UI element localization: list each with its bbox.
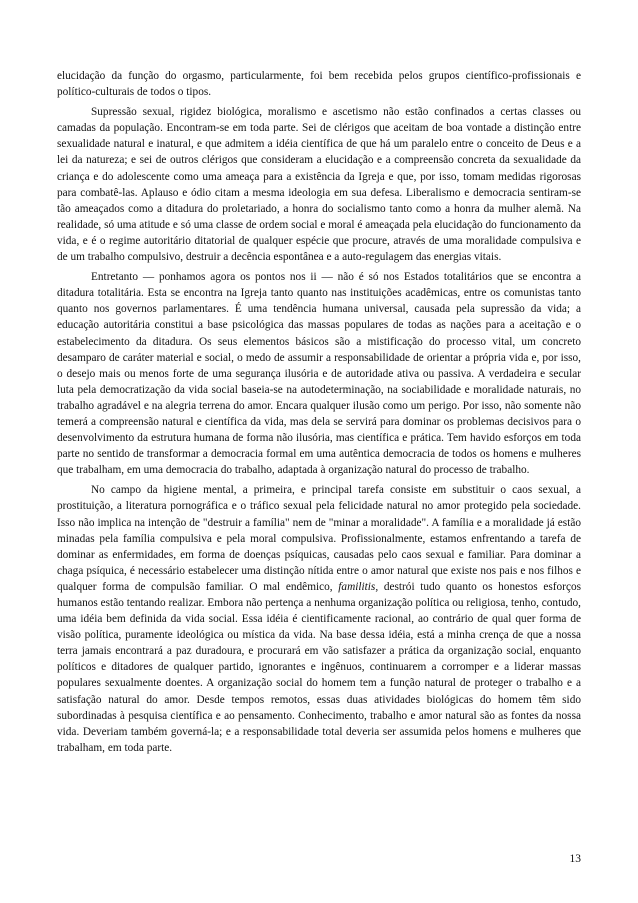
page-number: 13 [569,853,581,865]
paragraph-4 [57,482,581,756]
paragraph-1 [57,68,581,100]
text-run: destrói tudo quanto os honestos esforços humanos estão tentando realizar. Embora não pertença a nenhuma organização política ou religiosa, tenho, contudo, uma idéia bem definida da vida social. Essa idéia é cientificamente racional, ao contrário de qual quer forma de visão política, puramente ideológica ou mística da vida. Na base dessa idéia, está a minha crença de que a nossa terra jamais encontrará a paz duradoura, e procurará em vão satisfazer a prática da organização social, enquanto políticos e ditadores de qualquer partido, ignorantes e ingênuos, continuarem a corromper e a liderar massas populares sexualmente doentes. A organização social do homem tem a função natural de proteger o trabalho e a satisfação natural do amor. Desde tempos remotos, essas duas atividades biológicas do homem têm sido subordinadas à pesquisa científica e ao pensamento. Conhecimento, trabalho e amor natural são as fontes da nossa vida. Deveriam também governá-la; e a responsabilidade total deveria ser assumida pelos homens e mulheres que trabalham, em toda parte. [57,580,581,754]
text-run: No campo da higiene mental, a primeira, e principal tarefa consiste em substituir o caos sexual, a prostituição, a literatura pornográfica e o tráfico sexual pela felicidade natural no amor protegido pela sociedade. Isso não implica na intenção de "destruir a família" nem de "minar a moralidade". A família e a moralidade já estão minadas pela família compulsiva e pela moral compulsiva. Profissionalmente, estamos enfrentando a tarefa de dominar as enfermidades, em forma de doenças psíquicas, causadas pelo caos sexual e familiar. Para dominar a chaga psíquica, é necessário estabelecer uma distinção nítida entre o amor natural que existe nos pais e nos filhos e qualquer forma de compulsão familiar. O mal endêmico, [57,484,581,593]
text-run: Supressão sexual, rigidez biológica, moralismo e ascetismo não estão confinados a certas classes ou camadas da população. Encontram-se em toda parte. Sei de clérigos que aceitam de boa vontade a distinção entre sexualidade natural e inatural, e que admitem a idéia científica de que há um paralelo entre o conceito de Deus e a lei da natureza; e sei de outros clérigos que consideram a elucidação e a compreensão concreta da sexualidade da criança e do adolescente como uma ameaça para a existência da Igreja e que, por isso, tomam medidas rigorosas para combatê-las. Aplauso e ódio citam a mesma ideologia em sua defesa. Liberalismo e democracia sentiram-se tão ameaçados como a ditadura do proletariado, a honra do socialismo tanto como a honra da mulher alemã. Na realidade, só uma atitude e só uma classe de ordem social e moral é ameaçada pela elucidação do funcionamento da vida, e é o regime autoritário ditatorial de qualquer espécie que procure, através de uma moralidade compulsiva e de um trabalho compulsivo, destruir a decência espontânea e a auto-regulagem das energias vitais. [57,106,581,264]
paragraph-2 [57,104,581,265]
italic-term: familitis, [338,580,379,593]
paragraph-3 [57,269,581,478]
text-run: Entretanto — ponhamos agora os pontos nos ii — não é só nos Estados totalitários que se encontra a ditadura totalitária. Esta se encontra na Igreja tanto quanto nas instituições acadêmicas, entre os comunistas tanto quanto nos governos parlamentares. É uma tendência humana universal, causada pela supressão da vida; a educação autoritária constitui a base psicológica das massas populares de todas as nações para a aceitação e o estabelecimento da ditadura. Os seus elementos básicos são a mistificação do processo vital, um concreto desamparo de caráter material e social, o medo de assumir a responsabilidade de orientar a própria vida e, por isso, o desejo mais ou menos forte de uma segurança ilusória e de autoridade ativa ou passiva. A verdadeira e secular luta pela democratização da vida social baseia-se na autodeterminação, na sociabilidade e moralidade naturais, no trabalho agradável e na alegria terrena do amor. Encara qualquer ilusão como um perigo. Por isso, não somente não temerá a compreensão natural e científica da vida, mas dela se servirá para dominar os problemas decisivos para o desenvolvimento da estrutura humana de forma não ilusória, mas científica e prática. Tem havido esforços em toda parte no sentido de transformar a democracia formal em uma autêntica democracia de todos os homens e mulheres que trabalham, em uma democracia do trabalho, adaptada à organização natural do processo de trabalho. [57,271,581,477]
text-run: elucidação da função do orgasmo, particularmente, foi bem recebida pelos grupos científico-profissionais e político-culturais de todos o tipos. [57,70,581,99]
body-text [57,68,581,756]
